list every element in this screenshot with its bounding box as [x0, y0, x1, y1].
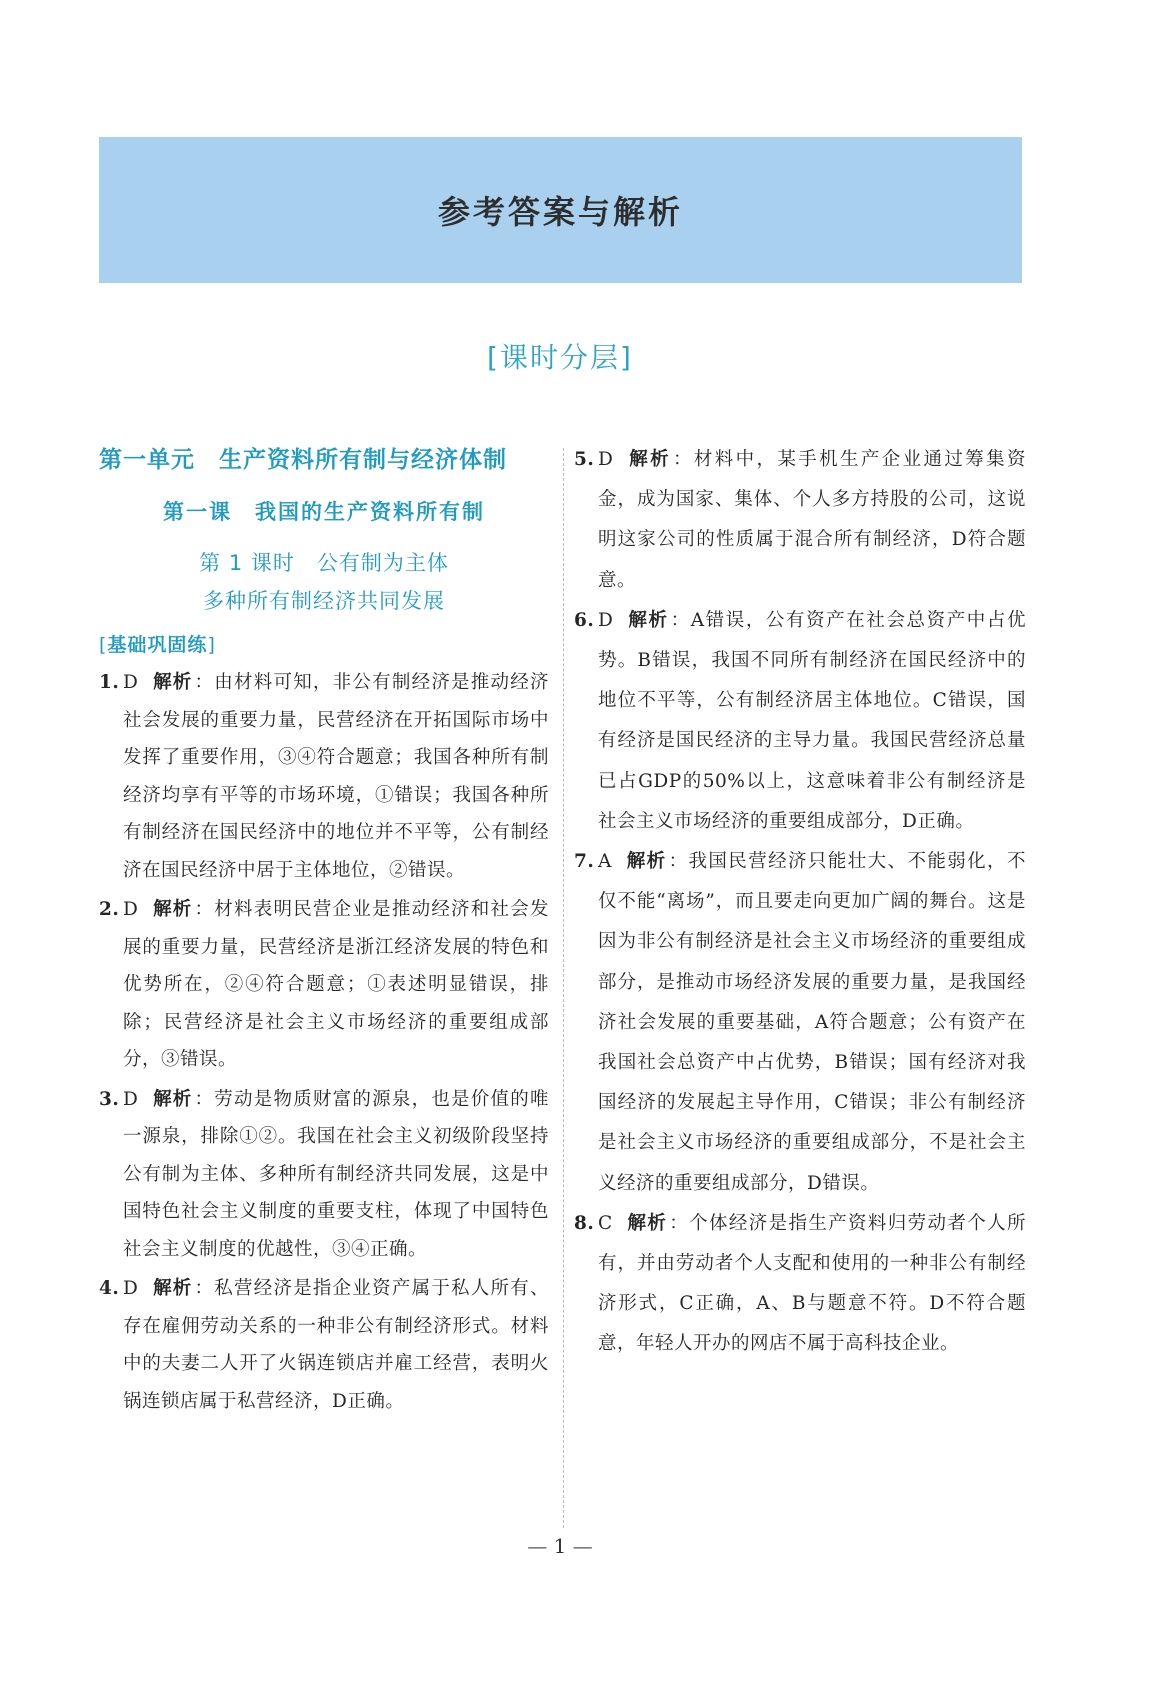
- answer-text: 个体经济是指生产资料归劳动者个人所有，并由劳动者个人支配和使用的一种非公有制经济形式，C正确，A、B与题意不符。D不符合题意，年轻人开办的网店不属于高科技企业。: [598, 1212, 1026, 1355]
- bracket-close: ]: [207, 634, 216, 656]
- answer-choice: A: [598, 851, 612, 873]
- page-dash-right: —: [572, 1534, 593, 1558]
- period-title-line1: 第 1 课时 公有制为主体: [199, 551, 449, 575]
- answer-text: 材料中，某手机生产企业通过筹集资金，成为国家、集体、个人多方持股的公司，这说明这家公司的性质属于混合所有制经济，D符合题意。: [598, 449, 1026, 591]
- answer-text: 我国民营经济只能壮大、不能弱化，不仅不能“离场”，而且要走向更加广阔的舞台。这是因为非公有制经济是社会主义市场经济的重要组成部分，是推动市场经济发展的重要力量，是我国经济社会发展的重要基础，A符合题意；公有资产在我国社会总资产中占优势，B错误；国有经济对我国经济的发展起主导作用，C错误；非公有制经济是社会主义市场经济的重要组成部分，不是社会主义经济的重要组成部分，D错误。: [598, 851, 1026, 1194]
- page-number: [0, 1534, 1120, 1558]
- analysis-label: 解析: [627, 609, 669, 631]
- analysis-label: 解析: [152, 672, 193, 693]
- answer-number: 2.: [99, 899, 120, 920]
- answer-item: 6. D 解析 ：A错误，公有资产在社会总资产中占优势。B错误，我国不同所有制经济在国民经济中的地位不平等，公有制经济居主体地位。C错误，国有经济是国民经济的主导力量。我国民营经济总量已占GDP的50%以上，这意味着非公有制经济是社会主义市场经济的重要组成部分，D正确。: [574, 601, 1026, 842]
- unit-title: 第一单元 生产资料所有制与经济体制: [99, 447, 507, 473]
- bracket-close: ]: [620, 341, 633, 374]
- answer-number: 5.: [574, 449, 595, 470]
- practice-label: [99, 628, 216, 662]
- answer-number: 3.: [99, 1088, 120, 1110]
- answer-text: A错误，公有资产在社会总资产中占优势。B错误，我国不同所有制经济在国民经济中的地位不平等，公有制经济居主体地位。C错误，国有经济是国民经济的主导力量。我国民营经济总量已占GDP的50%以上，这意味着非公有制经济是社会主义市场经济的重要组成部分，D正确。: [598, 609, 1026, 832]
- answer-item: 2. D 解析 ：材料表明民营企业是推动经济和社会发展的重要力量，民营经济是浙江经济发展的特色和优势所在，②④符合题意；①表述明显错误，排除；民营经济是社会主义市场经济的重要组成部分，③错误。: [99, 891, 549, 1079]
- period-title-line2: 多种所有制经济共同发展: [203, 589, 445, 613]
- answer-choice: D: [598, 609, 614, 631]
- answer-choice: D: [123, 1278, 139, 1299]
- analysis-label: 解析: [626, 1212, 668, 1234]
- answer-item: 4. D 解析 ：私营经济是指企业资产属于私人所有、存在雇佣劳动关系的一种非公有制经济形式。材料中的夫妻二人开了火锅连锁店并雇工经营，表明火锅连锁店属于私营经济，D正确。: [99, 1270, 549, 1420]
- bracket-open: [: [99, 634, 108, 656]
- column-divider: [563, 448, 564, 1528]
- page-dash-left: —: [527, 1534, 548, 1558]
- answer-choice: D: [598, 449, 614, 470]
- answer-number: 4.: [99, 1278, 120, 1299]
- answer-choice: D: [123, 672, 139, 693]
- section-label: [0, 336, 1120, 376]
- right-column: [574, 440, 1026, 1365]
- practice-label-text: 基础巩固练: [107, 634, 208, 656]
- section-label-text: 课时分层: [499, 341, 620, 374]
- answer-text: 由材料可知，非公有制经济是推动经济社会发展的重要力量，民营经济在开拓国际市场中发挥了重要作用，③④符合题意；我国各种所有制经济均享有平等的市场环境，①错误；我国各种所有制经济在国民经济中的地位并不平等，公有制经济在国民经济中居于主体地位，②错误。: [123, 672, 549, 881]
- answer-item: 8. C 解析 ：个体经济是指生产资料归劳动者个人所有，并由劳动者个人支配和使用的一种非公有制经济形式，C正确，A、B与题意不符。D不符合题意，年轻人开办的网店不属于高科技企业。: [574, 1204, 1026, 1365]
- analysis-label: 解析: [625, 851, 667, 873]
- answer-text: 私营经济是指企业资产属于私人所有、存在雇佣劳动关系的一种非公有制经济形式。材料中的夫妻二人开了火锅连锁店并雇工经营，表明火锅连锁店属于私营经济，D正确。: [123, 1278, 549, 1412]
- answer-choice: D: [123, 1088, 139, 1110]
- analysis-label: 解析: [152, 899, 193, 920]
- answer-number: 7.: [574, 851, 595, 873]
- period-title: [99, 544, 549, 620]
- answer-text: 材料表明民营企业是推动经济和社会发展的重要力量，民营经济是浙江经济发展的特色和优势所在，②④符合题意；①表述明显错误，排除；民营经济是社会主义市场经济的重要组成部分，③错误。: [123, 899, 549, 1070]
- bracket-open: [: [487, 341, 500, 374]
- page-number-value: 1: [553, 1534, 567, 1558]
- answer-text: 劳动是物质财富的源泉，也是价值的唯一源泉，排除①②。我国在社会主义初级阶段坚持公有制为主体、多种所有制经济共同发展，这是中国特色社会主义制度的重要支柱，体现了中国特色社会主义制度的优越性，③④正确。: [123, 1088, 549, 1260]
- answer-item: 5. D 解析 ：材料中，某手机生产企业通过筹集资金，成为国家、集体、个人多方持股的公司，这说明这家公司的性质属于混合所有制经济，D符合题意。: [574, 440, 1026, 601]
- answer-number: 8.: [574, 1212, 595, 1234]
- answer-choice: D: [123, 899, 139, 920]
- answer-number: 6.: [574, 609, 595, 631]
- answer-item: 3. D 解析 ：劳动是物质财富的源泉，也是价值的唯一源泉，排除①②。我国在社会主义初级阶段坚持公有制为主体、多种所有制经济共同发展，这是中国特色社会主义制度的重要支柱，体现了中国特色社会主义制度的优越性，③④正确。: [99, 1081, 549, 1269]
- lesson-title: 第一课 我国的生产资料所有制: [163, 500, 485, 524]
- answer-choice: C: [598, 1212, 613, 1234]
- answer-number: 1.: [99, 672, 120, 693]
- answer-item: 1. D 解析 ：由材料可知，非公有制经济是推动经济社会发展的重要力量，民营经济在开拓国际市场中发挥了重要作用，③④符合题意；我国各种所有制经济均享有平等的市场环境，①错误；我国各种所有制经济在国民经济中的地位并不平等，公有制经济在国民经济中居于主体地位，②错误。: [99, 664, 549, 889]
- analysis-label: 解析: [152, 1278, 193, 1299]
- header-banner: [99, 137, 1022, 283]
- left-column: [99, 440, 549, 1420]
- page-title: 参考答案与解析: [437, 193, 683, 231]
- answer-item: 7. A 解析 ：我国民营经济只能壮大、不能弱化，不仅不能“离场”，而且要走向更加广阔的舞台。这是因为非公有制经济是社会主义市场经济的重要组成部分，是推动市场经济发展的重要力量，是我国经济社会发展的重要基础，A符合题意；公有资产在我国社会总资产中占优势，B错误；国有经济对我国经济的发展起主导作用，C错误；非公有制经济是社会主义市场经济的重要组成部分，不是社会主义经济的重要组成部分，D错误。: [574, 842, 1026, 1204]
- analysis-label: 解析: [152, 1088, 193, 1110]
- analysis-label: 解析: [627, 449, 671, 470]
